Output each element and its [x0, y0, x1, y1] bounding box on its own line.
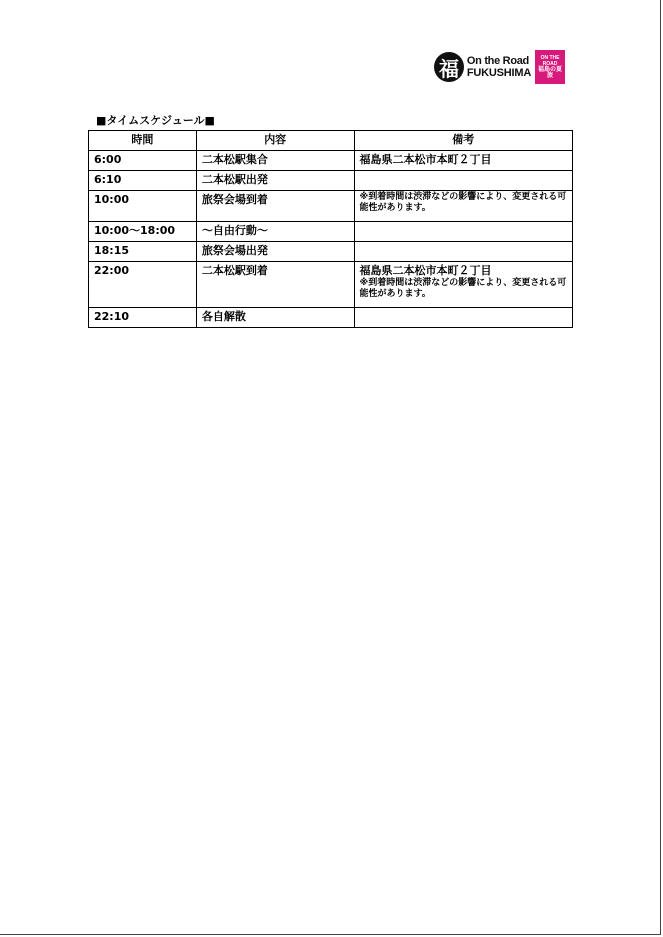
remark-location: 福島県二本松市本町２丁目 [359, 153, 492, 166]
cell-content: 二本松駅到着 [196, 262, 354, 308]
pink-badge-icon [535, 50, 565, 84]
cell-remarks [354, 242, 572, 262]
cell-time: 10:00〜18:00 [89, 222, 197, 242]
cell-time: 22:00 [89, 262, 197, 308]
cell-time: 18:15 [89, 242, 197, 262]
header-content: 内容 [196, 131, 354, 151]
cell-content: 各自解散 [196, 308, 354, 328]
remark-note: ※到着時間は渋滞などの影響により、変更される可能性があります。 [359, 278, 567, 299]
on-the-road-fukushima-logo [432, 47, 565, 87]
logo-text [467, 55, 531, 79]
table-row [89, 191, 573, 222]
logo-line-1: On the Road [466, 55, 529, 67]
table-row [89, 262, 573, 308]
cell-content: 旅祭会場到着 [196, 191, 354, 222]
cell-content: 〜自由行動〜 [196, 222, 354, 242]
fuku-logo-icon: 福 [434, 52, 464, 82]
table-row [89, 308, 573, 328]
table-row [89, 242, 573, 262]
cell-remarks [354, 171, 572, 191]
schedule-table [88, 130, 573, 328]
table-row [89, 171, 573, 191]
cell-remarks [354, 262, 572, 308]
cell-time: 22:10 [89, 308, 197, 328]
header-time: 時間 [89, 131, 197, 151]
cell-time: 6:00 [89, 151, 197, 171]
logo-line-2: FUKUSHIMA [466, 67, 532, 79]
cell-time: 10:00 [89, 191, 197, 222]
remark-location: 福島県二本松市本町２丁目 [359, 264, 492, 277]
cell-remarks [354, 191, 572, 222]
remark-note: ※到着時間は渋滞などの影響により、変更される可能性があります。 [359, 192, 567, 213]
table-header-row [89, 131, 573, 151]
cell-remarks [354, 308, 572, 328]
cell-content: 二本松駅集合 [196, 151, 354, 171]
section-heading: ■タイムスケジュール■ [96, 114, 215, 127]
badge-line-1: ON THE ROAD [540, 55, 560, 67]
table-row [89, 222, 573, 242]
cell-time: 6:10 [89, 171, 197, 191]
badge-line-2: 福島の夏旅 [538, 67, 563, 79]
header-remarks: 備考 [354, 131, 572, 151]
cell-remarks [354, 151, 572, 171]
cell-remarks [354, 222, 572, 242]
cell-content: 二本松駅出発 [196, 171, 354, 191]
table-row [89, 151, 573, 171]
cell-content: 旅祭会場出発 [196, 242, 354, 262]
